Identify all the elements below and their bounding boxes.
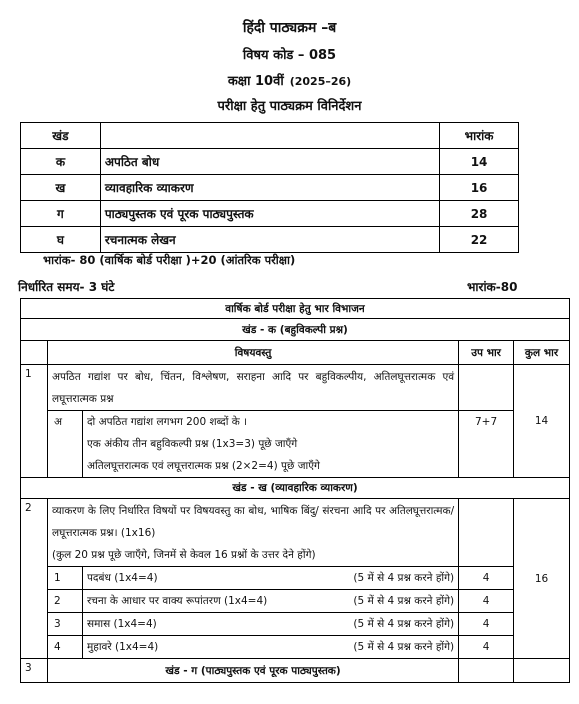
item-number: 1 [48,567,83,589]
section-kh-heading: खंड - ख (व्यावहारिक व्याकरण) [21,478,570,499]
class-line [0,71,579,89]
section-g-heading: खंड - ग (पाठ्यपुस्तक एवं पूरक पाठ्यपुस्तक) [47,659,458,683]
empty-cell [459,659,514,683]
sub-question [48,411,458,477]
summary-header-section: खंड [21,123,101,149]
item-marks: 4 [459,567,514,590]
item-marks: 4 [459,613,514,636]
table-row [21,201,519,227]
sub-question-line: दो अपठित गद्यांश लगभग 200 शब्दों के । [86,416,248,428]
question-number: 3 [21,659,48,683]
table-row [21,175,519,201]
empty-cell [514,659,570,683]
academic-year: (2025–26) [289,75,352,88]
item-topic: पदबंध (1x4=4) [86,572,158,584]
table-row [21,227,519,253]
sub-question-lines [82,411,458,477]
item-marks: 4 [459,590,514,613]
item-marks: 4 [459,636,514,659]
item-topic: समास (1x4=4) [86,618,157,630]
weightage-note: भारांक- 80 (वार्षिक बोर्ड परीक्षा )+20 (आंतरिक परीक्षा) [43,253,296,267]
sub-question-line: एक अंकीय तीन बहुविकल्पी प्रश्न (1x3=3) पूछे जाएँगे [86,438,298,450]
grammar-item-cell [47,567,458,590]
total-marks: 16 [514,499,570,659]
sub-question-line: अतिलघूत्तरात्मक एवं लघूत्तरात्मक प्रश्न (2×2=4) पूछे जाएँगे [86,460,320,472]
summary-header-marks: भारांक [440,123,519,149]
question-description-cell [47,499,458,567]
column-header-total-marks: कुल भार [514,341,570,365]
question-description: व्याकरण के लिए निर्धारित विषयों पर विषयवस्तु का बोध, भाषिक बिंदु/ संरचना आदि पर अतिलघूत्तरात्मक/लघूत्तरात्मक प्रश्न। (1x16) [51,505,455,539]
exam-time: निर्धारित समय- 3 घंटे [18,280,115,294]
section-name: अपठित बोध [100,149,439,175]
item-choice: (5 में से 4 प्रश्न करने होंगे) [353,595,455,607]
grammar-item-cell [47,636,458,659]
distribution-table [20,298,570,683]
question-description: अपठित गद्यांश पर बोध, चिंतन, विश्लेषण, सराहना आदि पर बहुविकल्पीय, अतिलघूत्तरात्मक एवं लघूत्तरात्मक प्रश्न [47,365,458,411]
item-number: 3 [48,613,83,635]
table-row [48,613,458,635]
section-letter: ग [21,201,101,227]
subject-code: विषय कोड – 085 [242,48,337,63]
sub-question-cell [47,411,458,478]
item-number: 2 [48,590,83,612]
table-row [48,567,458,589]
summary-header-name [100,123,439,149]
sub-marks: 7+7 [459,411,514,478]
section-name: पाठ्यपुस्तक एवं पूरक पाठ्यपुस्तक [100,201,439,227]
summary-header-row [21,123,519,149]
document-title: हिंदी पाठ्यक्रम –ब [242,20,337,36]
column-header-sub-marks: उप भार [459,341,514,365]
class-label: कक्षा 10वीं [227,74,284,89]
section-name: रचनात्मक लेखन [100,227,439,253]
item-topic: रचना के आधार पर वाक्य रूपांतरण (1x4=4) [86,595,268,607]
document-subtitle: परीक्षा हेतु पाठ्यक्रम विनिर्देशन [217,99,362,114]
empty-cell [459,499,514,567]
grammar-item-cell [47,613,458,636]
question-number: 1 [21,365,48,478]
section-marks: 22 [440,227,519,253]
item-choice: (5 में से 4 प्रश्न करने होंगे) [353,641,455,653]
item-topic: मुहावरे (1x4=4) [86,641,159,653]
column-header-content: विषयवस्तु [47,341,458,365]
total-marks: 14 [514,365,570,478]
empty-cell [21,341,48,365]
section-name: व्यावहारिक व्याकरण [100,175,439,201]
sub-question-label: अ [48,411,83,477]
table-row [48,590,458,612]
table-row [21,149,519,175]
summary-table [20,122,519,253]
question-number: 2 [21,499,48,659]
exam-marks: भारांक-80 [467,280,518,294]
distribution-title: वार्षिक बोर्ड परीक्षा हेतु भार विभाजन [21,299,570,319]
empty-cell [459,365,514,411]
section-marks: 16 [440,175,519,201]
item-choice: (5 में से 4 प्रश्न करने होंगे) [353,618,455,630]
section-letter: घ [21,227,101,253]
section-k-heading: खंड - क (बहुविकल्पी प्रश्न) [21,319,570,341]
question-note: (कुल 20 प्रश्न पूछे जाएँगे, जिनमें से केवल 16 प्रश्नों के उत्तर देने होंगे) [51,549,316,561]
section-letter: ख [21,175,101,201]
item-number: 4 [48,636,83,658]
section-letter: क [21,149,101,175]
section-marks: 28 [440,201,519,227]
grammar-item-cell [47,590,458,613]
section-marks: 14 [440,149,519,175]
item-choice: (5 में से 4 प्रश्न करने होंगे) [353,572,455,584]
table-row [48,636,458,658]
